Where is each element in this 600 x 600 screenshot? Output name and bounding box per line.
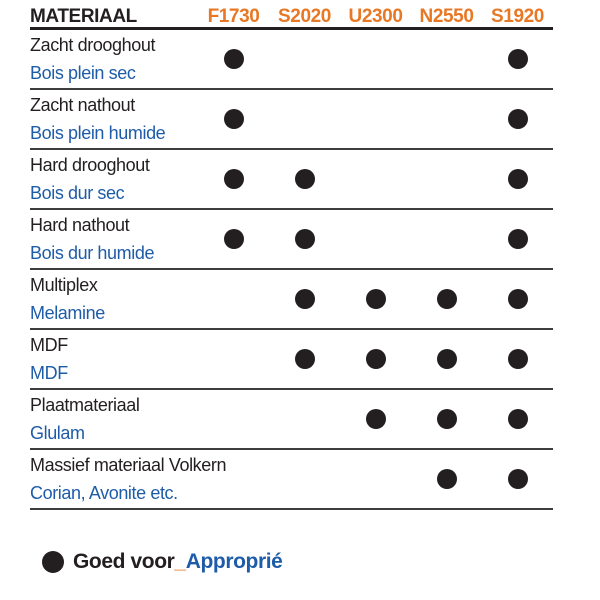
compatibility-cell-n2550 — [411, 270, 482, 328]
filled-dot-icon — [508, 289, 528, 309]
compatibility-cell-s2020 — [269, 450, 340, 508]
table-row — [30, 330, 553, 390]
filled-dot-icon — [224, 169, 244, 189]
material-name-french: Bois dur humide — [30, 243, 155, 263]
compatibility-cell-u2300 — [340, 330, 411, 388]
compatibility-cell-s1920 — [482, 150, 553, 208]
compatibility-cell-s2020 — [269, 210, 340, 268]
filled-dot-icon — [508, 229, 528, 249]
material-compatibility-table — [30, 6, 553, 510]
material-name-french: Corian, Avonite etc. — [30, 483, 178, 503]
compatibility-cell-u2300 — [340, 30, 411, 88]
filled-dot-icon — [366, 349, 386, 369]
compatibility-cell-s2020 — [269, 270, 340, 328]
column-header-f1730: F1730 — [207, 6, 260, 27]
compatibility-cell-u2300 — [340, 450, 411, 508]
material-name-dutch: MDF — [30, 335, 68, 355]
table-row — [30, 90, 553, 150]
material-label-cell — [30, 210, 198, 268]
filled-dot-icon — [366, 289, 386, 309]
filled-dot-icon — [508, 109, 528, 129]
compatibility-cell-s1920 — [482, 210, 553, 268]
table-header-row — [30, 6, 553, 30]
material-name-french: Bois plein sec — [30, 63, 136, 83]
filled-dot-icon — [508, 409, 528, 429]
material-label-cell — [30, 330, 198, 388]
compatibility-cell-u2300 — [340, 90, 411, 148]
compatibility-cell-u2300 — [340, 270, 411, 328]
compatibility-cell-s1920 — [482, 390, 553, 448]
filled-dot-icon — [437, 349, 457, 369]
table-row — [30, 30, 553, 90]
material-name-french: Bois dur sec — [30, 183, 125, 203]
legend-label-dutch: Goed voor — [73, 550, 175, 573]
compatibility-cell-f1730 — [198, 270, 269, 328]
material-name-french: MDF — [30, 363, 68, 383]
compatibility-cell-u2300 — [340, 390, 411, 448]
legend-separator: _ — [174, 550, 186, 573]
compatibility-cell-s2020 — [269, 330, 340, 388]
material-label-cell — [30, 90, 198, 148]
compatibility-cell-s1920 — [482, 450, 553, 508]
compatibility-cell-n2550 — [411, 90, 482, 148]
compatibility-cell-f1730 — [198, 330, 269, 388]
compatibility-cell-n2550 — [411, 330, 482, 388]
column-header-u2300: U2300 — [348, 6, 403, 27]
filled-dot-icon — [224, 229, 244, 249]
table-row — [30, 450, 553, 510]
material-name-dutch: Multiplex — [30, 275, 98, 295]
compatibility-cell-s1920 — [482, 30, 553, 88]
legend-label-french: Approprié — [185, 550, 283, 573]
table-row — [30, 270, 553, 330]
compatibility-cell-f1730 — [198, 210, 269, 268]
compatibility-cell-s2020 — [269, 30, 340, 88]
material-name-dutch: Hard nathout — [30, 215, 130, 235]
table-row — [30, 150, 553, 210]
filled-dot-icon — [437, 409, 457, 429]
compatibility-cell-f1730 — [198, 390, 269, 448]
material-name-dutch: Hard drooghout — [30, 155, 150, 175]
filled-dot-icon — [42, 551, 64, 573]
filled-dot-icon — [508, 349, 528, 369]
material-name-french: Glulam — [30, 423, 85, 443]
material-name-dutch: Zacht nathout — [30, 95, 135, 115]
compatibility-cell-s1920 — [482, 270, 553, 328]
compatibility-cell-f1730 — [198, 90, 269, 148]
compatibility-cell-n2550 — [411, 30, 482, 88]
compatibility-cell-n2550 — [411, 150, 482, 208]
material-label-cell — [30, 270, 198, 328]
filled-dot-icon — [224, 109, 244, 129]
legend-text — [73, 550, 282, 574]
compatibility-cell-f1730 — [198, 450, 269, 508]
filled-dot-icon — [508, 469, 528, 489]
compatibility-cell-u2300 — [340, 150, 411, 208]
filled-dot-icon — [437, 289, 457, 309]
table-body — [30, 30, 553, 510]
compatibility-cell-f1730 — [198, 30, 269, 88]
column-header-n2550: N2550 — [419, 6, 474, 27]
material-label-cell — [30, 390, 198, 448]
compatibility-cell-s2020 — [269, 150, 340, 208]
filled-dot-icon — [295, 289, 315, 309]
material-name-french: Melamine — [30, 303, 105, 323]
compatibility-cell-s1920 — [482, 330, 553, 388]
material-name-dutch: Zacht drooghout — [30, 35, 156, 55]
compatibility-cell-s2020 — [269, 90, 340, 148]
compatibility-cell-s1920 — [482, 90, 553, 148]
material-label-cell — [30, 30, 198, 88]
filled-dot-icon — [295, 169, 315, 189]
filled-dot-icon — [366, 409, 386, 429]
compatibility-cell-f1730 — [198, 150, 269, 208]
compatibility-cell-u2300 — [340, 210, 411, 268]
filled-dot-icon — [295, 229, 315, 249]
compatibility-cell-n2550 — [411, 450, 482, 508]
filled-dot-icon — [437, 469, 457, 489]
material-label-cell — [30, 450, 227, 508]
column-header-s2020: S2020 — [278, 6, 331, 27]
material-name-dutch: Massief materiaal Volkern — [30, 455, 227, 475]
compatibility-cell-n2550 — [411, 210, 482, 268]
column-header-s1920: S1920 — [491, 6, 544, 27]
column-header-material: MATERIAAL — [30, 6, 137, 27]
material-name-french: Bois plein humide — [30, 123, 166, 143]
material-name-dutch: Plaatmateriaal — [30, 395, 140, 415]
material-label-cell — [30, 150, 198, 208]
filled-dot-icon — [508, 169, 528, 189]
filled-dot-icon — [508, 49, 528, 69]
compatibility-cell-n2550 — [411, 390, 482, 448]
compatibility-cell-s2020 — [269, 390, 340, 448]
table-row — [30, 210, 553, 270]
legend — [30, 550, 600, 574]
filled-dot-icon — [295, 349, 315, 369]
table-row — [30, 390, 553, 450]
filled-dot-icon — [224, 49, 244, 69]
